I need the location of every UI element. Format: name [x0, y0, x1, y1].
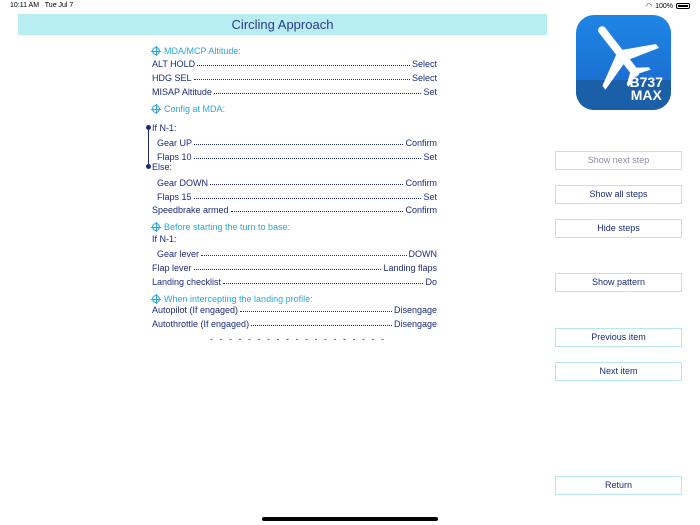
list-item: HDG SEL Select [152, 73, 437, 83]
section-config-mda: Config at MDA: [152, 104, 225, 114]
section-landing-profile: When intercepting the landing profile: [152, 294, 313, 304]
status-time: 10:11 AM Tue Jul 7 [10, 2, 74, 9]
list-item: Flaps 10 Set [157, 152, 437, 162]
logo-text: B737 MAX [629, 74, 663, 103]
list-item: Gear UP Confirm [157, 138, 437, 148]
next-item-button[interactable]: Next item [555, 362, 682, 381]
page-title: Circling Approach [18, 14, 547, 35]
list-item: Landing checklist Do [152, 277, 437, 287]
list-item: ALT HOLD Select [152, 59, 437, 69]
list-item: Gear DOWN Confirm [157, 178, 437, 188]
wifi-icon: ◠ [645, 3, 653, 10]
bracket-connector [148, 127, 149, 167]
crosshair-icon [152, 223, 160, 231]
crosshair-icon [152, 295, 160, 303]
list-item: Speedbrake armed Confirm [152, 205, 437, 215]
list-item: Flap lever Landing flaps [152, 263, 437, 273]
end-marker: - - - - - - - - - - - - - - - - - - - [210, 334, 386, 344]
crosshair-icon [152, 47, 160, 55]
section-before-turn: Before starting the turn to base: [152, 222, 290, 232]
previous-item-button[interactable]: Previous item [555, 328, 682, 347]
condition-label: If N-1: [152, 234, 177, 244]
show-next-step-button[interactable]: Show next step [555, 151, 682, 170]
app-logo [576, 15, 671, 110]
hide-steps-button[interactable]: Hide steps [555, 219, 682, 238]
list-item: MISAP Altitude Set [152, 87, 437, 97]
list-item: Autopilot (If engaged) Disengage [152, 305, 437, 315]
list-item: Autothrottle (If engaged) Disengage [152, 319, 437, 329]
status-bar [0, 0, 700, 12]
show-pattern-button[interactable]: Show pattern [555, 273, 682, 292]
return-button[interactable]: Return [555, 476, 682, 495]
status-right [646, 2, 690, 10]
home-indicator[interactable] [262, 517, 438, 521]
show-all-steps-button[interactable]: Show all steps [555, 185, 682, 204]
list-item: Gear lever DOWN [157, 249, 437, 259]
battery-icon [676, 3, 690, 9]
battery-percent: 100% [655, 2, 673, 10]
condition-label: If N-1: [152, 123, 177, 133]
list-item: Flaps 15 Set [157, 192, 437, 202]
section-mda-altitude: MDA/MCP Altitude: [152, 46, 241, 56]
condition-label: Else: [152, 162, 173, 172]
crosshair-icon [152, 105, 160, 113]
